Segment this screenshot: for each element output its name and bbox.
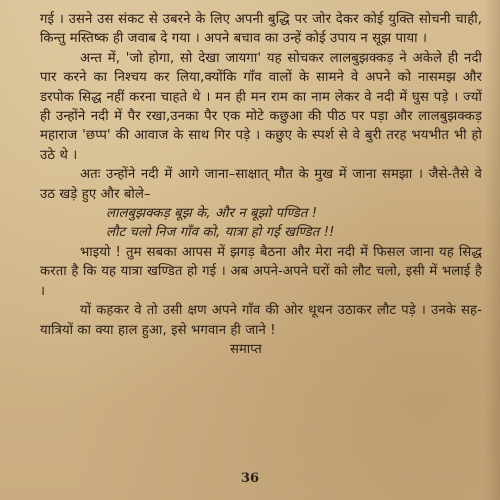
page-number: 36: [240, 471, 260, 486]
paragraph: यों कहकर वे तो उसी क्षण अपने गाँव की ओर थूथन उठाकर लौट पड़े । उनके सह-यात्रियों का क्या हाल हुआ, इसे भगवान ही जाने !: [40, 303, 482, 338]
verse-line: लालबुझक्कड़ बूझ के, और न बूझो पण्डित !: [106, 206, 318, 222]
ending-label: समाप्त: [230, 341, 262, 357]
paragraph: अन्त में, 'जो होगा, सो देखा जायगा' यह सोचकर लालबुझक्कड़ ने अकेले ही नदी पार करने का निश्चय कर लिया,क्योंकि गाँव वालों के सामने वे अपने को नासमझ और डरपोक सिद्ध नहीं करना चाहते थे । मन ही मन राम का नाम लेकर वे नदी में घुस पड़े । ज्यों ही उन्होंने नदी में पैर रखा,उनका पैर एक मोटे कछुआ की पीठ पर पड़ा और लालबुझक्कड़ महाराज 'छप्प' की आवाज के साथ गिर पड़े । कछुए के स्पर्श से वे बुरी तरह भयभीत भी हो उठे थे ।: [40, 50, 482, 163]
paragraph: गई । उसने उस संकट से उबरने के लिए अपनी बुद्धि पर जोर देकर कोई युक्ति सोचनी चाही, किन्तु मस्तिष्क ही जवाब दे गया । अपने बचाव का उन्हें कोई उपाय न सूझ पाया ।: [40, 12, 482, 47]
paragraph: भाइयो ! तुम सबका आपस में झगड़ बैठना और मेरा नदी में फिसल जाना यह सिद्ध करता है कि यह यात्रा खण्डित हो गई । अब अपने-अपने घरों को लौट चलो, इसी में भलाई है ।: [40, 244, 482, 299]
story-text: [40, 10, 482, 359]
paragraph: अतः उन्होंने नदी में आगे जाना–साक्षात् मौत के मुख में जाना समझा । जैसे-तैसे वे उठ खड़े हुए और बोले–: [40, 167, 482, 202]
verse-line: लौट चलो निज गाँव को, यात्रा हो गई खण्डित !!: [106, 225, 335, 241]
